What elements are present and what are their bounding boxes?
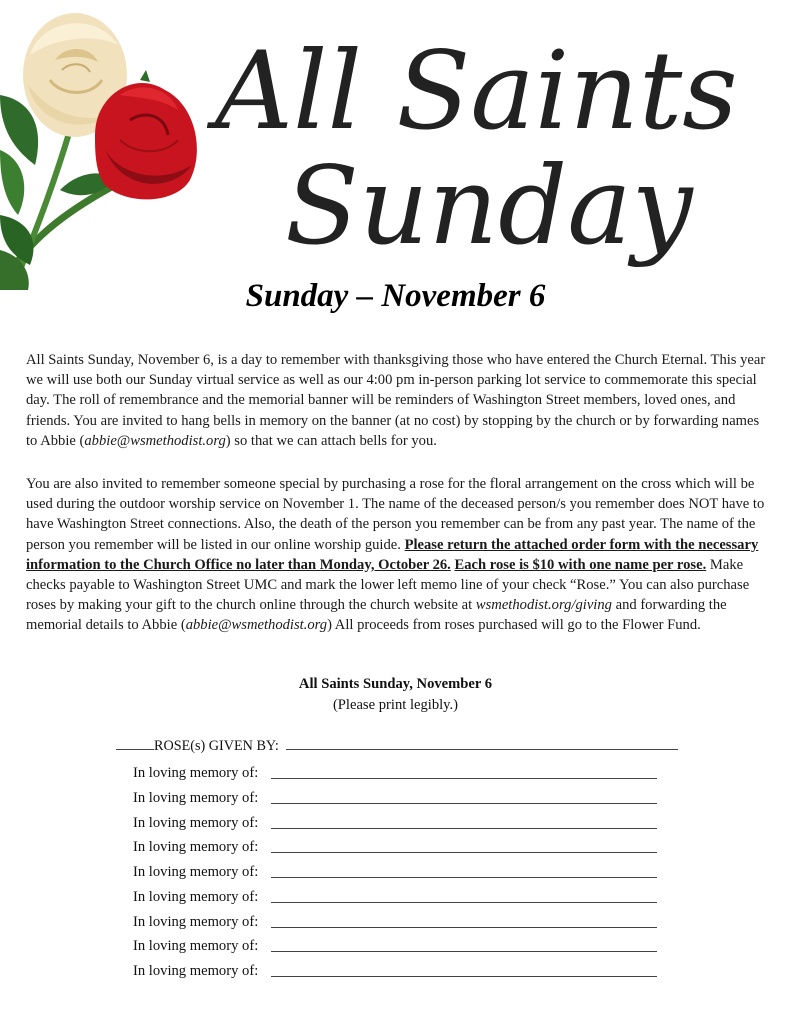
rose-leaf [0, 150, 24, 215]
memory-name-field[interactable] [271, 811, 657, 829]
memory-row [133, 786, 673, 811]
script-title-line2: Sunday [285, 144, 693, 268]
memory-label: In loving memory of: [133, 765, 259, 781]
memory-name-field[interactable] [271, 860, 657, 878]
script-title-line1: All Saints [215, 29, 738, 154]
rose-intro-text: You are also invited to remember someone special by purchasing a rose for the floral arrangement on the cross which will be used during the outdoor worship service on November 1. The name of the deceased person/s you remember does NOT have to have Washington Street connections. Also, the death of the person you remember can be from any past year. The name of the person you remember will be listed in our online worship guide. [26, 476, 765, 553]
memory-row [133, 959, 673, 984]
memory-row [133, 860, 673, 885]
memory-row [133, 934, 673, 959]
memory-row [133, 910, 673, 935]
order-form-header [0, 674, 791, 716]
memory-label: In loving memory of: [133, 814, 259, 831]
rose-price-note: Each rose is $10 with one name per rose. [454, 556, 707, 573]
rose-paragraph [26, 474, 768, 636]
memory-label: In loving memory of: [133, 888, 259, 905]
email-link[interactable]: abbie@wsmethodist.org [84, 432, 226, 449]
memory-label: In loving memory of: [133, 789, 259, 806]
memory-row [133, 885, 673, 910]
memory-name-field[interactable] [271, 786, 657, 804]
memory-label: In loving memory of: [133, 839, 259, 856]
memory-row [133, 811, 673, 836]
memory-list [133, 761, 673, 984]
memory-row [133, 761, 673, 786]
forward-text: and forwarding the memorial details to Abbie ( [26, 597, 727, 634]
given-by-row [116, 737, 678, 755]
rose-count-field[interactable] [116, 737, 154, 750]
script-title [205, 18, 765, 268]
roses-illustration [0, 0, 210, 290]
order-form-instruction: (Please print legibly.) [332, 697, 459, 713]
checks-text: Make checks payable to Washington Street UMC and mark the lower left memo line of your check “Rose.” You can also purchase roses by making your gift to the church online through the church website at [26, 556, 750, 614]
order-form-title: All Saints Sunday, November 6 [298, 676, 493, 692]
intro-paragraph [26, 350, 768, 451]
date-heading: Sunday – November 6 [245, 278, 546, 314]
intro-text-end: ) so that we can attach bells for you. [225, 432, 437, 449]
given-by-field[interactable] [286, 737, 678, 750]
memory-label: In loving memory of: [133, 938, 259, 955]
website-link[interactable]: wsmethodist.org/giving [475, 597, 612, 614]
memory-name-field[interactable] [271, 934, 657, 952]
memory-name-field[interactable] [271, 910, 657, 928]
memory-row [133, 835, 673, 860]
proceeds-text: ) All proceeds from roses purchased will go to the Flower Fund. [327, 617, 701, 634]
return-deadline-note: Please return the attached order form with the necessary information to the Church Office no later than Monday, October 26. [26, 536, 759, 573]
email-link[interactable]: abbie@wsmethodist.org [185, 617, 328, 634]
intro-text: All Saints Sunday, November 6, is a day to remember with thanksgiving those who have entered the Church Eternal. This year we will use both our Sunday virtual service as well as our 4:00 pm in-person parking lot service to commemorate this special day. The roll of remembrance and the memorial banner will be reminders of Washington Street members, loved ones, and friends. You are invited to hang bells in memory on the banner (at no cost) by stopping by the church or by forwarding names to Abbie ( [26, 352, 766, 449]
memory-label: In loving memory of: [133, 913, 259, 930]
memory-name-field[interactable] [271, 959, 657, 977]
memory-name-field[interactable] [271, 885, 657, 903]
memory-label: In loving memory of: [133, 864, 259, 880]
memory-name-field[interactable] [271, 761, 657, 779]
memory-label: In loving memory of: [133, 963, 259, 979]
given-by-label: ROSE(s) GIVEN BY: [154, 738, 279, 754]
memory-name-field[interactable] [271, 835, 657, 853]
